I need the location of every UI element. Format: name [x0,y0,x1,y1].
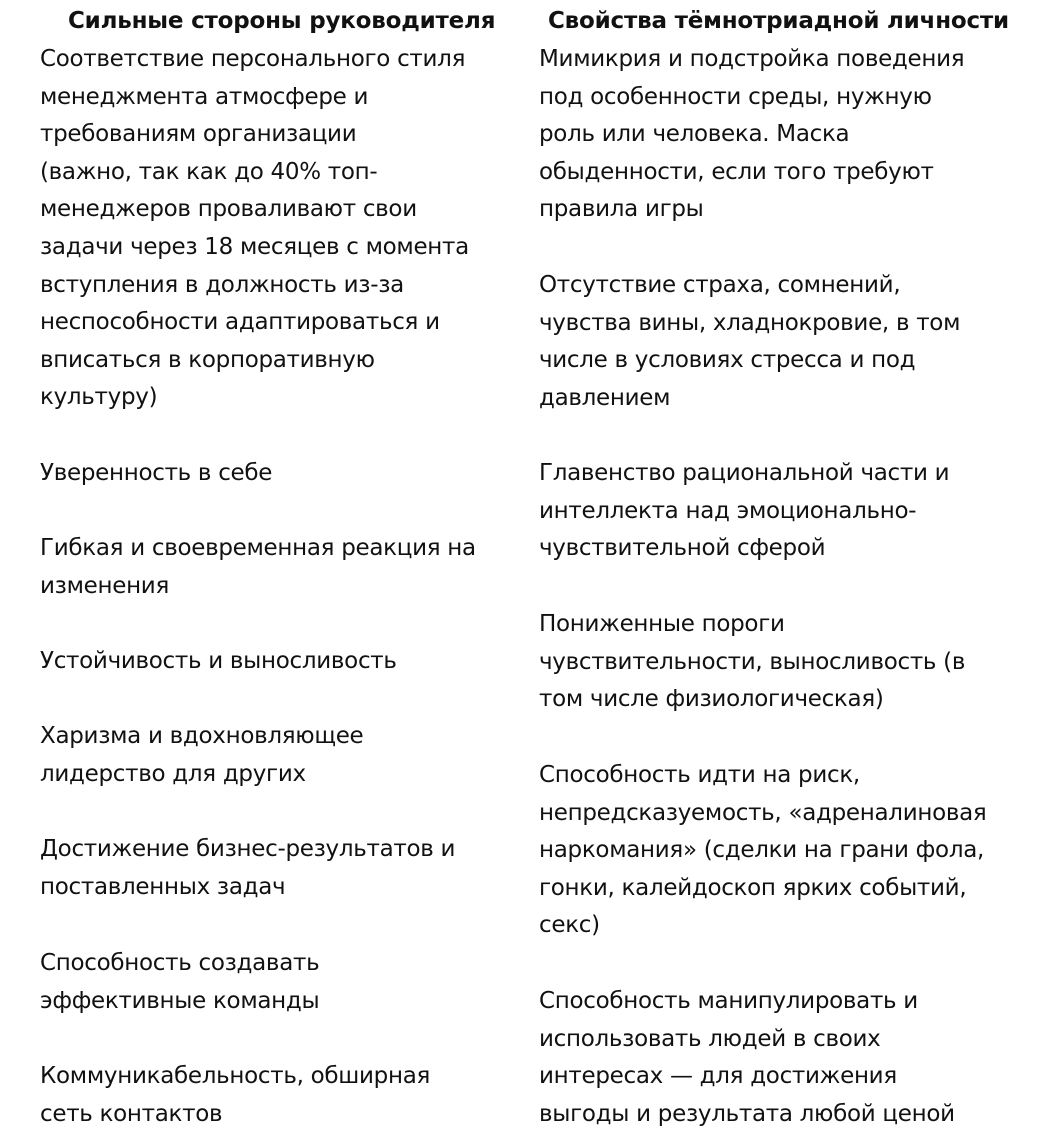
right-item-fearlessness: Отсутствие страха, сомнений, чувства вины, хладнокровие, в том числе в условиях стресса и под давлением [539,272,961,411]
left-item-resilience: Устойчивость и выносливость [40,648,397,674]
header-dark-triad-traits: Свойства тёмнотриадной личности [548,8,1009,34]
left-item-self-confidence: Уверенность в себе [40,460,273,486]
right-item-manipulation: Способность манипулировать и использовать людей в своих интересах — для достижения выгоды и результата любой ценой [539,988,955,1127]
header-leader-strengths: Сильные стороны руководителя [68,8,496,34]
left-item-results: Достижение бизнес-результатов и поставленных задач [40,836,456,900]
left-item-teams: Способность создавать эффективные команды [40,950,320,1014]
left-item-flexibility: Гибкая и своевременная реакция на изменения [40,535,476,599]
right-item-risk-taking: Способность идти на риск, непредсказуемость, «адреналиновая наркомания» (сделки на грани фола, гонки, калейдоскоп ярких событий, секс) [539,762,987,939]
right-item-mimicry: Мимикрия и подстройка поведения под особенности среды, нужную роль или человека. Маска обыденности, если того требуют правила игры [539,46,965,223]
right-item-rationality: Главенство рациональной части и интеллекта над эмоционально- чувствительной сферой [539,460,950,562]
right-item-sensitivity: Пониженные пороги чувствительности, выносливость (в том числе физиологическая) [539,611,966,713]
left-item-charisma: Харизма и вдохновляющее лидерство для других [40,723,364,787]
left-item-style-fit: Соответствие персонального стиля менеджмента атмосфере и требованиям организации (важно, так как до 40% топ- менеджеров проваливают свои задачи через 18 месяцев с момента вступления в должность из-за неспособности адаптироваться и вписаться в корпоративную культуру) [40,46,469,411]
left-item-communication: Коммуникабельность, обширная сеть контактов [40,1063,431,1127]
